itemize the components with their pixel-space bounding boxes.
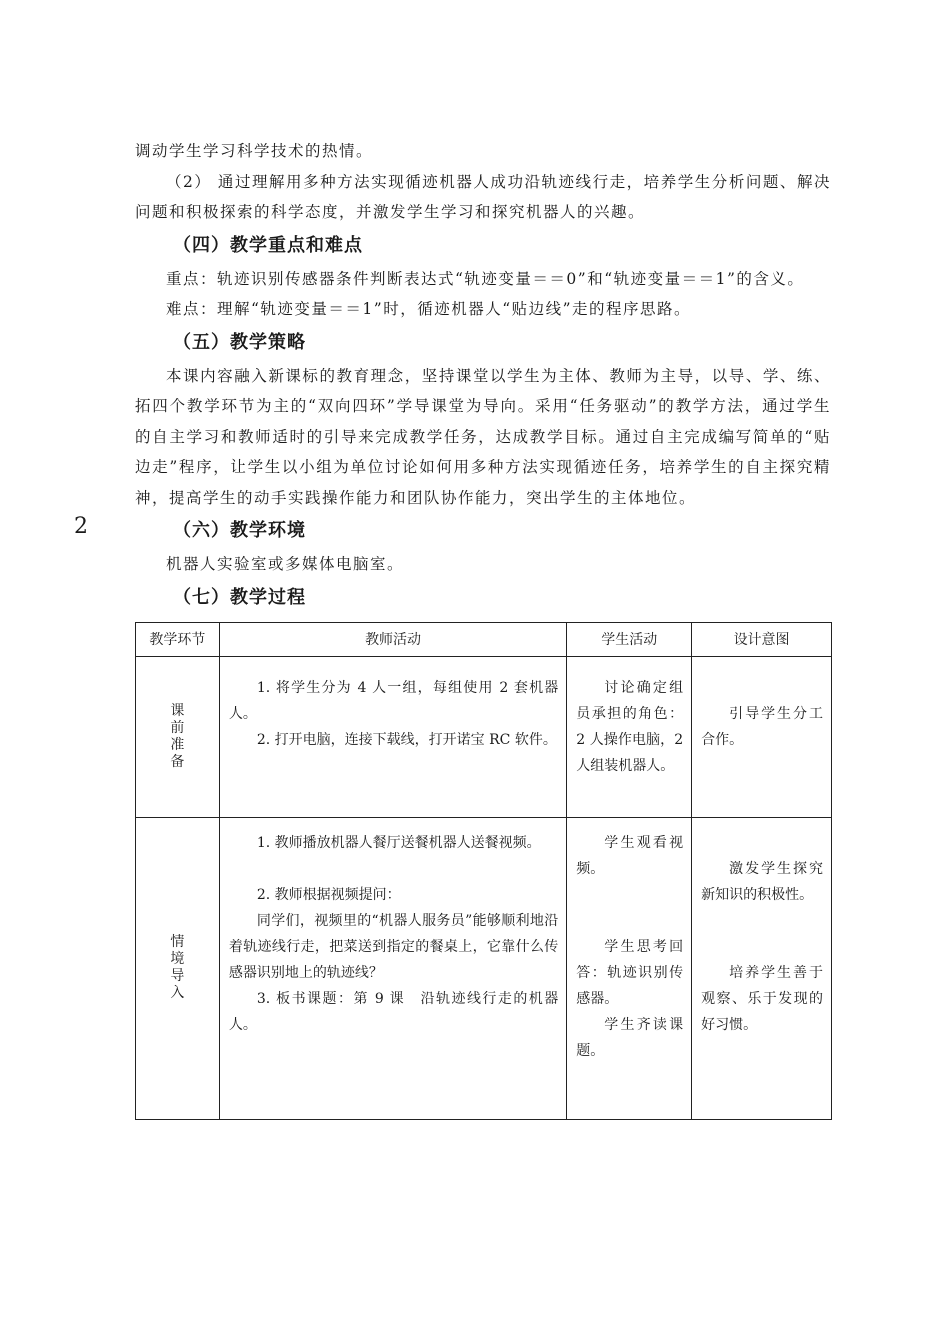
stage-label: 情境导入 (170, 934, 185, 1001)
stage-label: 课前准备 (170, 702, 185, 770)
teacher-activity-cell (219, 817, 566, 1119)
teacher-step: 1. 教师播放机器人餐厅送餐机器人送餐视频。 (256, 834, 541, 851)
objective-2: （2） 通过理解用多种方法实现循迹机器人成功沿轨迹线行走，培养学生分析问题、解决问题和积极探索的科学态度，并激发学生学习和探究机器人的兴趣。 (135, 172, 831, 221)
teacher-step: 3. 板书课题：第 9 课 沿轨迹线行走的机器人。 (228, 990, 559, 1033)
section-6-title: （六）教学环境 (173, 520, 306, 541)
design-intent-cell (692, 817, 832, 1119)
teaching-process-table (135, 622, 832, 1120)
section-5-title: （五）教学策略 (173, 331, 306, 353)
section-4-title: （四）教学重点和难点 (173, 234, 363, 256)
design-intent: 培养学生善于观察、乐于发现的好习惯。 (701, 964, 823, 1033)
stage-cell (136, 817, 220, 1119)
student-activity: 学生齐读课题。 (576, 1016, 684, 1059)
table-row (136, 817, 832, 1119)
student-activity-cell (567, 656, 692, 817)
student-activity-cell (567, 817, 692, 1119)
student-activity: 讨论确定组员承担的角色：2 人操作电脑，2 人组装机器人。 (576, 679, 684, 774)
header-student-activity: 学生活动 (567, 622, 692, 656)
design-intent-cell (692, 656, 832, 817)
student-activity: 学生思考回答：轨迹识别传感器。 (576, 938, 684, 1007)
header-stage: 教学环节 (136, 622, 220, 656)
document-body (135, 136, 831, 1120)
teaching-difficulty: 难点：理解“轨迹变量＝＝1”时，循迹机器人“贴边线”走的程序思路。 (166, 300, 692, 318)
page-number: 2 (74, 514, 88, 539)
intro-line-1: 调动学生学习科学技术的热情。 (135, 142, 374, 160)
teacher-step: 同学们，视频里的“机器人服务员”能够顺利地沿着轨迹线行走，把菜送到指定的餐桌上，它靠什么传感器识别地上的轨迹线？ (228, 912, 559, 981)
teacher-step: 2. 打开电脑，连接下载线，打开诺宝 RC 软件。 (256, 731, 557, 748)
stage-cell (136, 656, 220, 817)
teacher-step: 2. 教师根据视频提问： (256, 886, 401, 903)
design-intent: 激发学生探究新知识的积极性。 (701, 860, 823, 903)
teacher-activity-cell (219, 656, 566, 817)
design-intent: 引导学生分工合作。 (701, 705, 823, 748)
header-teacher-activity: 教师活动 (219, 622, 566, 656)
teacher-step: 1. 将学生分为 4 人一组，每组使用 2 套机器人。 (228, 679, 559, 722)
teaching-focus: 重点：轨迹识别传感器条件判断表达式“轨迹变量＝＝0”和“轨迹变量＝＝1”的含义。 (166, 269, 805, 288)
table-header-row (136, 622, 832, 656)
table-row (136, 656, 832, 817)
environment-paragraph: 机器人实验室或多媒体电脑室。 (166, 555, 405, 573)
section-7-title: （七）教学过程 (173, 586, 306, 608)
strategy-paragraph: 本课内容融入新课标的教育理念，坚持课堂以学生为主体、教师为主导，以导、学、练、拓四个教学环节为主的“双向四环”学导课堂为导向。采用“任务驱动”的教学方法，通过学生的自主学习和教师适时的引导来完成教学任务，达成教学目标。通过自主完成编写简单的“贴边走”程序，让学生以小组为单位讨论如何用多种方法实现循迹任务，培养学生的自主探究精神，提高学生的动手实践操作能力和团队协作能力，突出学生的主体地位。 (135, 366, 831, 507)
header-design-intent: 设计意图 (692, 622, 832, 656)
student-activity: 学生观看视频。 (576, 834, 684, 877)
